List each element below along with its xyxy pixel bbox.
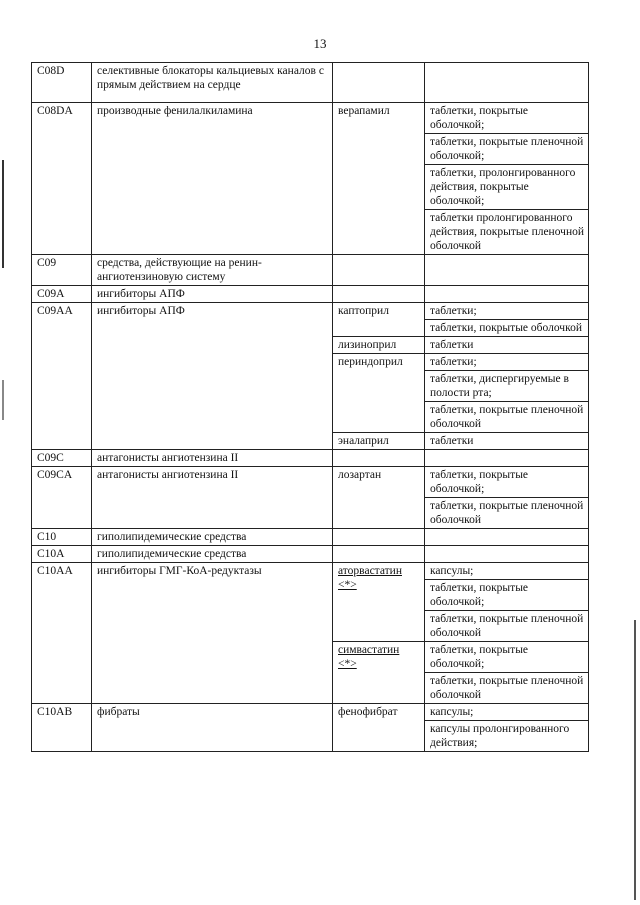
group-name-text: производные фенилалкиламина: [97, 105, 253, 117]
drug-name: [333, 337, 425, 354]
group-name: [92, 255, 333, 286]
dosage-form: [425, 611, 589, 642]
dosage-form-text: таблетки, покрытые пленочной оболочкой: [430, 404, 584, 430]
dosage-form-text: таблетки пролонгированного действия, покрытые пленочной оболочкой: [430, 212, 585, 252]
drug-name-text: лизиноприл: [338, 339, 397, 351]
dosage-form-text: таблетки: [430, 435, 474, 447]
group-name-text: антагонисты ангиотензина II: [97, 469, 239, 481]
dosage-form-text: таблетки, диспергируемые в полости рта;: [430, 373, 569, 399]
atc-code: [32, 563, 92, 704]
dosage-form: [425, 721, 589, 752]
dosage-form: [425, 673, 589, 704]
table-row: [32, 286, 589, 303]
table-row: [32, 450, 589, 467]
drug-name: [333, 467, 425, 529]
dosage-form-text: таблетки, покрытые пленочной оболочкой: [430, 613, 584, 639]
drug-name: [333, 529, 425, 546]
dosage-form: [425, 134, 589, 165]
table-row: [32, 63, 589, 103]
dosage-form: [425, 529, 589, 546]
group-name-text: ингибиторы АПФ: [97, 288, 185, 300]
dosage-form-text: таблетки, покрытые оболочкой: [430, 322, 582, 334]
atc-code-text: C09CA: [37, 469, 73, 481]
group-name-text: гиполипидемические средства: [97, 531, 247, 543]
drug-name: [333, 286, 425, 303]
dosage-form-text: таблетки, покрытые пленочной оболочкой: [430, 675, 584, 701]
group-name-text: селективные блокаторы кальциевых каналов с прямым действием на сердце: [97, 65, 324, 91]
atc-code: [32, 546, 92, 563]
drug-classification-table: [31, 62, 589, 752]
dosage-form-text: таблетки, покрытые оболочкой;: [430, 644, 529, 670]
dosage-form: [425, 165, 589, 210]
atc-code-text: C08DA: [37, 105, 73, 117]
atc-code-text: C09AA: [37, 305, 73, 317]
dosage-form-text: таблетки, покрытые пленочной оболочкой;: [430, 136, 584, 162]
group-name: [92, 450, 333, 467]
drug-name: [333, 103, 425, 255]
dosage-form-text: таблетки, покрытые пленочной оболочкой: [430, 500, 584, 526]
page-number: 13: [313, 36, 327, 51]
dosage-form-text: таблетки: [430, 339, 474, 351]
drug-name: [333, 704, 425, 752]
atc-code: [32, 704, 92, 752]
drug-name: [333, 354, 425, 433]
drug-name: [333, 433, 425, 450]
group-name: [92, 529, 333, 546]
atc-code: [32, 467, 92, 529]
group-name: [92, 286, 333, 303]
dosage-form: [425, 303, 589, 320]
drug-name: [333, 642, 425, 704]
group-name-text: антагонисты ангиотензина II: [97, 452, 239, 464]
table-row: [32, 255, 589, 286]
drug-name-text: лозартан: [338, 469, 382, 481]
dosage-form-text: капсулы;: [430, 706, 474, 718]
dosage-form-text: таблетки, покрытые оболочкой;: [430, 582, 529, 608]
atc-code-text: C09C: [37, 452, 64, 464]
scan-mark-right: [634, 620, 636, 900]
group-name: [92, 704, 333, 752]
atc-code-text: C10AA: [37, 565, 73, 577]
table-row: [32, 704, 589, 721]
group-name: [92, 63, 333, 103]
dosage-form: [425, 63, 589, 103]
atc-code-text: C09: [37, 257, 57, 269]
group-name-text: средства, действующие на ренин-ангиотензиновую систему: [97, 257, 262, 283]
dosage-form: [425, 450, 589, 467]
dosage-form: [425, 255, 589, 286]
group-name-text: фибраты: [97, 706, 140, 718]
atc-code-text: C10: [37, 531, 57, 543]
atc-code: [32, 450, 92, 467]
group-name: [92, 103, 333, 255]
atc-code: [32, 103, 92, 255]
dosage-form: [425, 704, 589, 721]
drug-name: [333, 303, 425, 337]
atc-code: [32, 63, 92, 103]
table-row: [32, 546, 589, 563]
atc-code: [32, 255, 92, 286]
dosage-form: [425, 467, 589, 498]
group-name: [92, 467, 333, 529]
group-name: [92, 303, 333, 450]
dosage-form-text: таблетки, пролонгированного действия, покрытые оболочкой;: [430, 167, 576, 207]
group-name: [92, 563, 333, 704]
atc-code: [32, 286, 92, 303]
table-row: [32, 563, 589, 580]
dosage-form: [425, 320, 589, 337]
drug-name-text: эналаприл: [338, 435, 389, 447]
dosage-form: [425, 402, 589, 433]
scan-mark-left-lower: [2, 380, 4, 420]
drug-name-text: аторвастатин <*>: [338, 565, 402, 591]
dosage-form: [425, 546, 589, 563]
group-name: [92, 546, 333, 563]
dosage-form: [425, 563, 589, 580]
table-row: [32, 103, 589, 134]
drug-name: [333, 546, 425, 563]
dosage-form: [425, 498, 589, 529]
dosage-form-text: таблетки, покрытые оболочкой;: [430, 469, 529, 495]
dosage-form-text: капсулы пролонгированного действия;: [430, 723, 570, 749]
scan-mark-left: [2, 160, 4, 268]
atc-code-text: C09A: [37, 288, 65, 300]
drug-name-text: симвастатин <*>: [338, 644, 400, 670]
drug-name-text: фенофибрат: [338, 706, 398, 718]
dosage-form: [425, 642, 589, 673]
atc-code-text: C10AB: [37, 706, 73, 718]
dosage-form: [425, 433, 589, 450]
dosage-form: [425, 286, 589, 303]
group-name-text: ингибиторы ГМГ-КоА-редуктазы: [97, 565, 262, 577]
dosage-form: [425, 580, 589, 611]
drug-name: [333, 63, 425, 103]
dosage-form: [425, 371, 589, 402]
dosage-form: [425, 103, 589, 134]
drug-name-text: каптоприл: [338, 305, 389, 317]
dosage-form: [425, 354, 589, 371]
drug-name: [333, 563, 425, 642]
dosage-form-text: таблетки;: [430, 356, 477, 368]
drug-name: [333, 255, 425, 286]
dosage-form: [425, 210, 589, 255]
dosage-form-text: капсулы;: [430, 565, 474, 577]
table-row: [32, 529, 589, 546]
dosage-form: [425, 337, 589, 354]
drug-name: [333, 450, 425, 467]
atc-code: [32, 529, 92, 546]
atc-code-text: C08D: [37, 65, 65, 77]
group-name-text: ингибиторы АПФ: [97, 305, 185, 317]
table-row: [32, 303, 589, 320]
drug-name-text: верапамил: [338, 105, 390, 117]
atc-code: [32, 303, 92, 450]
drug-name-text: периндоприл: [338, 356, 403, 368]
table-row: [32, 467, 589, 498]
group-name-text: гиполипидемические средства: [97, 548, 247, 560]
dosage-form-text: таблетки, покрытые оболочкой;: [430, 105, 529, 131]
dosage-form-text: таблетки;: [430, 305, 477, 317]
atc-code-text: C10A: [37, 548, 65, 560]
